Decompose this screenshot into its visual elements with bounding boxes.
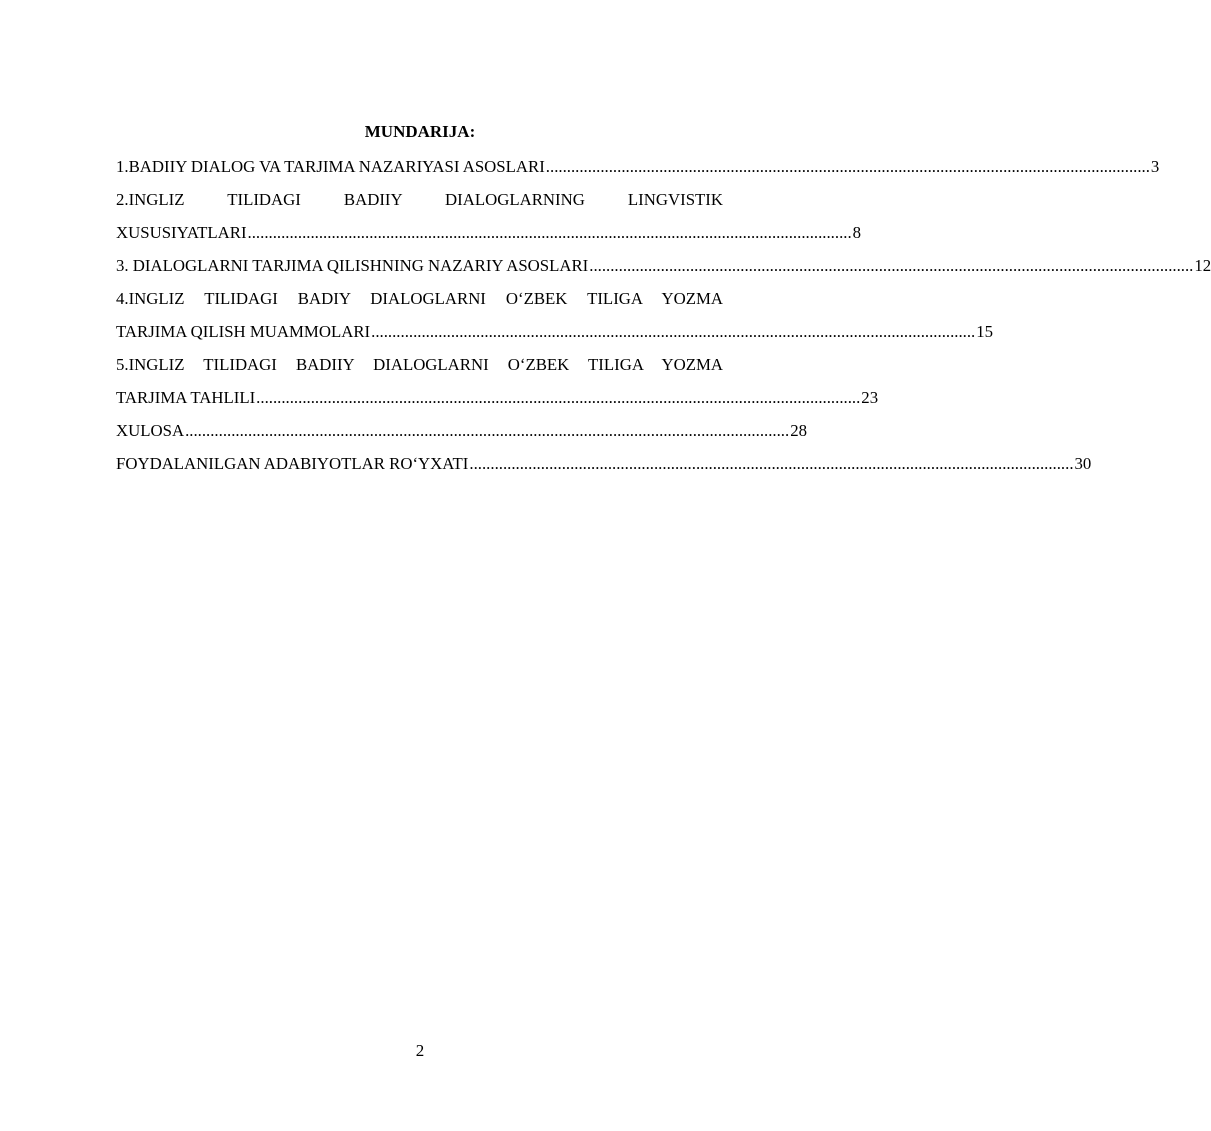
toc-entry[interactable] <box>116 348 879 414</box>
toc-entry-text: 4.INGLIZ TILIDAGI BADIY DIALOGLARNI O‘ZBEK TILIGA YOZMA <box>116 289 723 308</box>
table-of-contents <box>116 150 1211 480</box>
toc-line <box>116 381 879 414</box>
toc-entry[interactable] <box>116 447 1092 480</box>
toc-line-justified <box>116 282 723 315</box>
toc-entry[interactable] <box>116 282 994 348</box>
toc-entry[interactable] <box>116 414 807 447</box>
toc-entry-text: XUSUSIYATLARI <box>116 223 247 242</box>
dot-leader: ................................................................................................................................................ <box>185 421 790 440</box>
dot-leader: ................................................................................................................................................ <box>589 256 1194 275</box>
toc-page-number: 12 <box>1194 256 1211 275</box>
toc-entry[interactable] <box>116 183 862 249</box>
dot-leader: ................................................................................................................................................ <box>545 157 1150 176</box>
toc-entry[interactable] <box>116 150 1160 183</box>
toc-entry-text: 1.BADIIY DIALOG VA TARJIMA NAZARIYASI ASOSLARI <box>116 157 545 176</box>
toc-entry-text: 5.INGLIZ TILIDAGI BADIIY DIALOGLARNI O‘ZBEK TILIGA YOZMA <box>116 355 723 374</box>
toc-entry-text: TARJIMA QILISH MUAMMOLARI <box>116 322 371 341</box>
toc-page-number: 3 <box>1150 157 1160 176</box>
toc-entry-text: 2.INGLIZ TILIDAGI BADIIY DIALOGLARNING LINGVISTIK <box>116 190 723 209</box>
toc-line-justified <box>116 183 723 216</box>
toc-line-justified <box>116 348 723 381</box>
toc-entry[interactable] <box>116 249 1211 282</box>
toc-line <box>116 315 994 348</box>
toc-page-number: 23 <box>861 388 879 407</box>
toc-entry-text: TARJIMA TAHLILI <box>116 388 256 407</box>
toc-page-number: 8 <box>852 223 862 242</box>
dot-leader: ................................................................................................................................................ <box>256 388 861 407</box>
toc-page-number: 30 <box>1074 454 1092 473</box>
toc-page-number: 15 <box>976 322 994 341</box>
toc-line <box>116 249 1211 282</box>
dot-leader: ................................................................................................................................................ <box>469 454 1074 473</box>
toc-entry-text: 3. DIALOGLARNI TARJIMA QILISHNING NAZARIY ASOSLARI <box>116 256 589 275</box>
toc-line <box>116 150 1160 183</box>
toc-entry-text: FOYDALANILGAN ADABIYOTLAR RO‘YXATI <box>116 454 469 473</box>
page-number: 2 <box>415 1041 425 1060</box>
toc-title: MUNDARIJA: <box>364 122 476 141</box>
toc-line <box>116 447 1092 480</box>
toc-line <box>116 414 807 447</box>
toc-entry-text: XULOSA <box>116 421 185 440</box>
dot-leader: ................................................................................................................................................ <box>371 322 976 341</box>
toc-line <box>116 216 862 249</box>
dot-leader: ................................................................................................................................................ <box>247 223 852 242</box>
toc-page-number: 28 <box>790 421 807 440</box>
